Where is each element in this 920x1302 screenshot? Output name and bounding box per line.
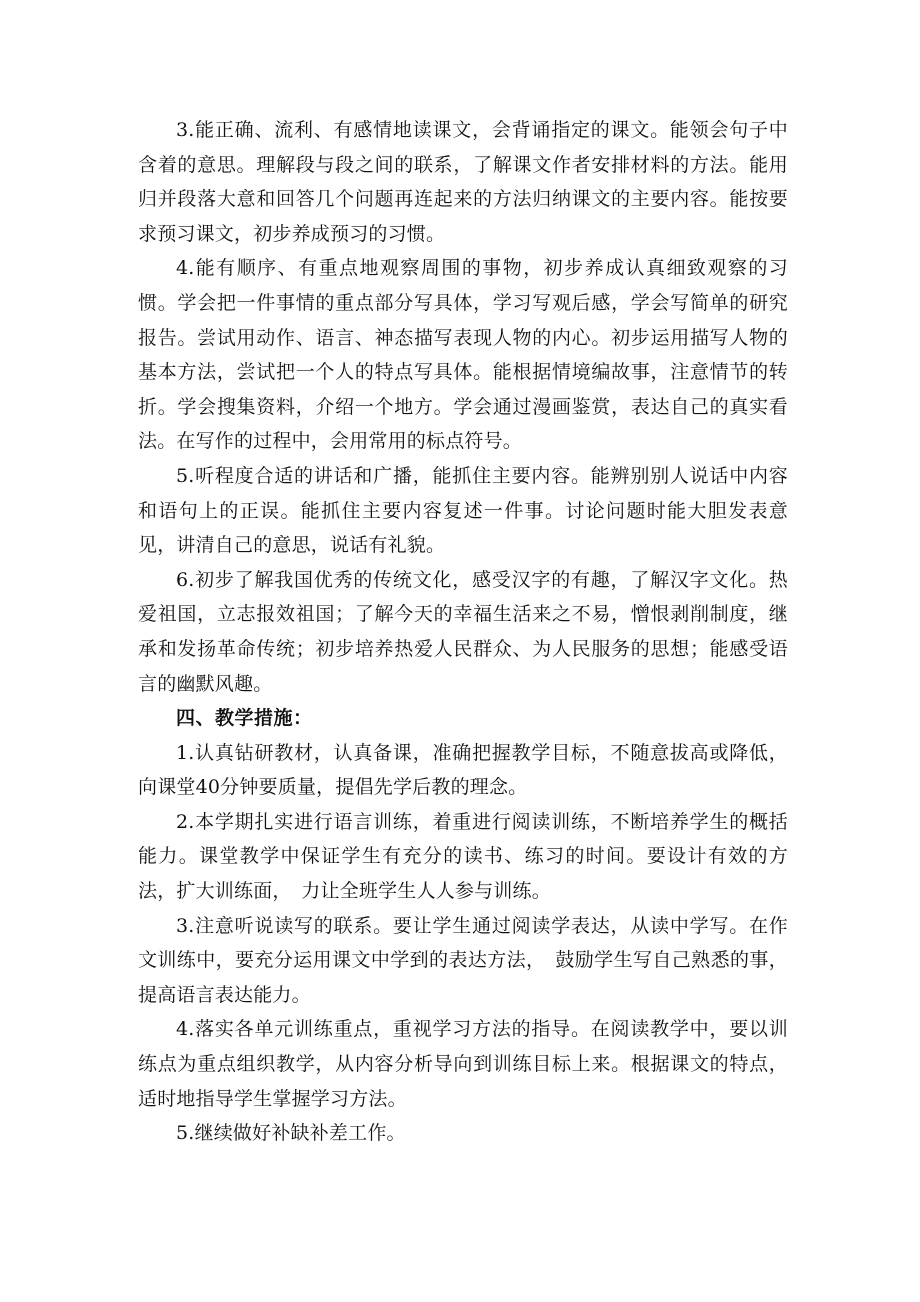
paragraph-goal-3: 3.能正确、流利、有感情地读课文，会背诵指定的课文。能领会句子中含着的意思。理解段与段之间的联系，了解课文作者安排材料的方法。能用归并段落大意和回答几个问题再连起来的方法归纳课文的主要内容。能按要求预习课文，初步养成预习的习惯。 bbox=[138, 119, 788, 245]
paragraph-measure-3: 3.注意听说读写的联系。要让学生通过阅读学表达，从读中学写。在作文训练中，要充分运用课文中学到的表达方法， 鼓励学生写自己熟悉的事，提高语言表达能力。 bbox=[138, 914, 788, 1006]
section-heading: 四、教学措施： bbox=[176, 707, 313, 730]
paragraph-measure-5: 5.继续做好补缺补差工作。 bbox=[176, 1122, 406, 1145]
paragraph-goal-5: 5.听程度合适的讲话和广播，能抓住主要内容。能辨别别人说话中内容和语句上的正误。能抓住主要内容复述一件事。讨论问题时能大胆发表意见，讲清自己的意思，说话有礼貌。 bbox=[138, 464, 788, 557]
document-page bbox=[138, 113, 788, 1151]
paragraph-measure-1: 1.认真钻研教材，认真备课，准确把握教学目标，不随意拔高或降低，向课堂40分钟要质量，提倡先学后教的理念。 bbox=[138, 741, 788, 799]
paragraph-measure-2: 2.本学期扎实进行语言训练，着重进行阅读训练，不断培养学生的概括能力。课堂教学中保证学生有充分的读书、练习的时间。要设计有效的方法，扩大训练面， 力让全班学生人人参与训练。 bbox=[138, 810, 788, 903]
paragraph-measure-4: 4.落实各单元训练重点，重视学习方法的指导。在阅读教学中，要以训练点为重点组织教学，从内容分析导向到训练目标上来。根据课文的特点，适时地指导学生掌握学习方法。 bbox=[138, 1018, 788, 1110]
paragraph-goal-4: 4.能有顺序、有重点地观察周围的事物，初步养成认真细致观察的习惯。学会把一件事情的重点部分写具体，学习写观后感，学会写简单的研究报告。尝试用动作、语言、神态描写表现人物的内心。初步运用描写人物的基本方法，尝试把一个人的特点写具体。能根据情境编故事，注意情节的转折。学会搜集资料，介绍一个地方。学会通过漫画鉴赏，表达自己的真实看法。在写作的过程中，会用常用的标点符号。 bbox=[138, 257, 788, 453]
paragraph-goal-6: 6.初步了解我国优秀的传统文化，感受汉字的有趣，了解汉字文化。热爱祖国，立志报效祖国；了解今天的幸福生活来之不易，憎恨剥削制度，继承和发扬革命传统；初步培养热爱人民群众、为人民服务的思想；能感受语言的幽默风趣。 bbox=[138, 568, 788, 695]
